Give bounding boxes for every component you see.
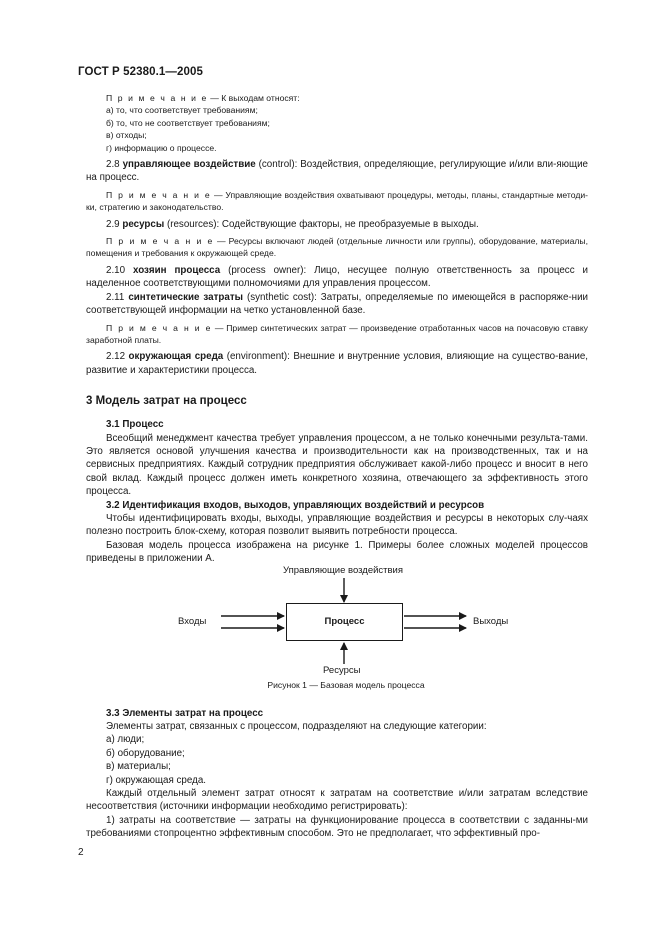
term-2-8: [86, 158, 588, 185]
term-name: окружающая среда: [128, 351, 224, 363]
figure-caption: Рисунок 1 — Базовая модель процесса: [267, 679, 425, 690]
list-item: а) люди;: [106, 734, 145, 746]
term-number: 2.9: [106, 218, 123, 230]
note-resources: [86, 235, 588, 260]
term-name: синтетические затраты: [128, 291, 244, 303]
term-number: 2.11: [106, 291, 129, 303]
list-item: а) то, что соответствует требованиям;: [106, 105, 258, 116]
list-item: г) информацию о процессе.: [106, 142, 217, 153]
outputs-label: Выходы: [473, 615, 509, 627]
note-label: П р и м е ч а н и е: [106, 93, 208, 103]
term-name: хозяин процесса: [132, 264, 221, 276]
paragraph: Чтобы идентифицировать входы, выходы, управляющие воздействия и ресурсы в некоторых слу-чаях полезно построить блок-схему, которая позволит выявить потребности процесса.: [86, 512, 588, 538]
list-item: в) материалы;: [106, 761, 171, 773]
section-heading: 3 Модель затрат на процесс: [86, 395, 247, 408]
list-item: б) то, что не соответствует требованиям;: [106, 117, 270, 128]
paragraph: Элементы затрат, связанных с процессом, подразделяют на следующие категории:: [106, 721, 487, 732]
list-item: г) окружающая среда.: [106, 774, 206, 786]
note-outputs: [86, 92, 588, 104]
paragraph: Каждый отдельный элемент затрат относят к затратам на соответствие и/или затратам вследствие несоответствия (источники информации необходимо регистрировать):: [86, 788, 588, 813]
note-text: — Управляющие воздействия охватывают процедуры, методы, планы, стандартные методи-ки, стратегию и законодательство.: [86, 189, 588, 213]
term-definition: (process owner): Лицо, несущее полную ответственность за процесс и наделенное соответствующими полномочиями для управления процессом.: [86, 264, 588, 290]
list-item: в) отходы;: [106, 130, 147, 141]
list-item: б) оборудование;: [106, 747, 185, 759]
term-2-12: [86, 350, 588, 377]
term-2-11: [86, 291, 588, 318]
term-definition: (resources): Содействующие факторы, не преобразуемые в выходы.: [164, 218, 479, 230]
note-text: — Ресурсы включают людей (отдельные личности или группы), оборудование, материалы, помещения и требования к окружающей среде.: [86, 236, 588, 259]
page-number: 2: [78, 847, 84, 858]
note-label: П р и м е ч а н и е: [106, 236, 214, 247]
term-number: 2.10: [106, 264, 133, 276]
term-definition: (environment): Внешние и внутренние условия, влияющие на существо-вание, развитие и характеристики процесса.: [86, 351, 588, 376]
process-diagram: [86, 566, 588, 678]
subsection-heading: 3.3 Элементы затрат на процесс: [106, 707, 264, 719]
note-label: П р и м е ч а н и е: [106, 322, 212, 333]
note-label: П р и м е ч а н и е: [106, 189, 212, 200]
subsection-heading: 3.1 Процесс: [106, 419, 164, 431]
paragraph: Всеобщий менеджмент качества требует управления процессом, а не только конечными результа-тами. Это является основой улучшения качества и производительности как на производственных, так и на сервисных предприятиях. Каждый сотрудник предприятия обслуживает какой-либо процесс и вносит в него свой вклад. Каждый процесс должен иметь конкретного хозяина, отвечающего за эффективность этого процесса.: [86, 432, 588, 498]
process-box: Процесс: [286, 603, 403, 641]
term-name: ресурсы: [122, 218, 165, 230]
resources-label: Ресурсы: [323, 664, 361, 676]
document-header: ГОСТ Р 52380.1—2005: [78, 66, 203, 78]
note-text: — Пример синтетических затрат — произведение отработанных часов на почасовую ставку заработной платы.: [86, 322, 588, 345]
control-label: Управляющие воздействия: [283, 564, 404, 576]
note-synthetic-cost: [86, 322, 588, 347]
paragraph: 1) затраты на соответствие — затраты на функционирование процесса в соответствии с заданны-ми требованиями стопроцентно эффективным способом. Это не предполагает, что эффективный про-: [86, 814, 588, 840]
paragraph: Базовая модель процесса изображена на рисунке 1. Примеры более сложных моделей процессов приведены в приложении А.: [86, 539, 588, 565]
inputs-label: Входы: [178, 615, 207, 627]
term-definition: (control): Воздействия, определяющие, регулирующие и/или вли-яющие на процесс.: [86, 159, 589, 184]
note-controls: [86, 189, 588, 214]
subsection-heading: 3.2 Идентификация входов, выходов, управляющих воздействий и ресурсов: [106, 499, 485, 511]
term-number: 2.12: [106, 351, 129, 363]
term-2-9: [86, 218, 588, 231]
note-text: — К выходам относят:: [207, 93, 300, 103]
document-body: [86, 92, 588, 841]
term-number: 2.8: [106, 159, 123, 171]
term-definition: (synthetic cost): Затраты, определяемые по имеющейся в распоряже-нии соответствующей информации на четко установленной базе.: [86, 291, 589, 317]
term-name: управляющее воздействие: [122, 159, 256, 171]
term-2-10: [86, 264, 588, 291]
